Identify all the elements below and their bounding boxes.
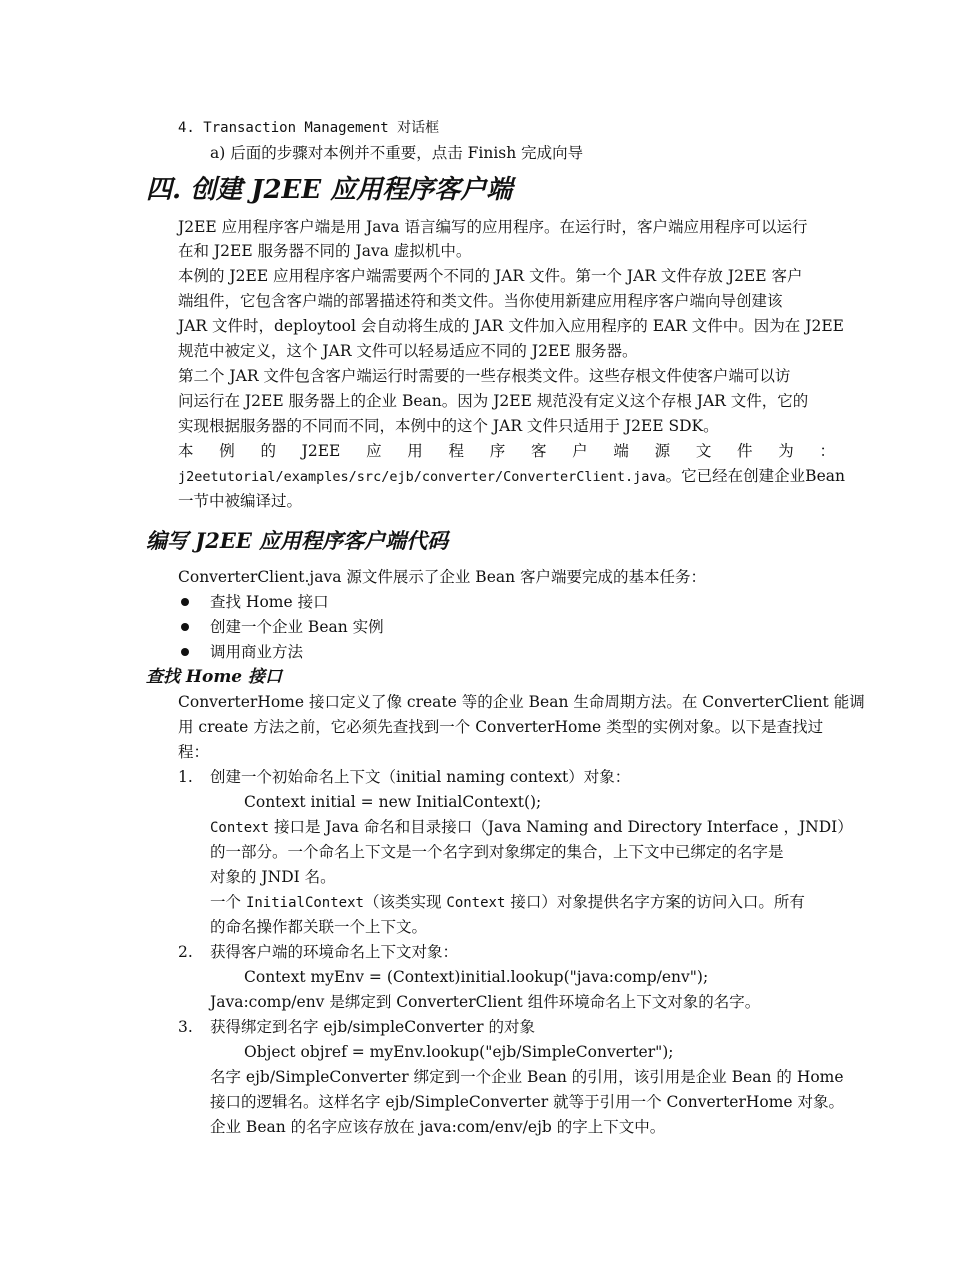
paragraph-line: 企业 Bean 的名字应该存放在 java:com/env/ejb 的字上下文中。 [210, 1118, 666, 1136]
inline-code: InitialContext [245, 895, 364, 911]
paragraph-line [210, 892, 805, 913]
word: 为 [778, 442, 794, 460]
paragraph-line: 第二个 JAR 文件包含客户端运行时需要的一些存根类文件。这些存根文件使客户端可以访 [178, 367, 791, 385]
bullet-item: 调用商业方法 [210, 643, 304, 661]
step-number: 1. [178, 768, 193, 786]
paragraph-line: Java:comp/env 是绑定到 ConverterClient 组件环境命名上下文对象的名字。 [210, 993, 761, 1011]
bullet-item: 查找 Home 接口 [210, 593, 329, 611]
paragraph-line: 名字 ejb/SimpleConverter 绑定到一个企业 Bean 的引用，该引用是企业 Bean 的 Home [210, 1068, 844, 1086]
inline-text: 一个 [210, 893, 246, 911]
sub-item-a: a) 后面的步骤对本例并不重要，点击 Finish 完成向导 [210, 144, 584, 162]
inline-text: （该类实现 [363, 893, 447, 911]
paragraph-line: 接口的逻辑名。这样名字 ejb/SimpleConverter 就等于引用一个 ConverterHome 对象。 [210, 1093, 845, 1111]
file-path: j2eetutorial/examples/src/ejb/converter/ConverterClient.java [178, 469, 666, 485]
bullet-item: 创建一个企业 Bean 实例 [210, 618, 384, 636]
code-line: Context initial = new InitialContext(); [244, 793, 542, 811]
word: 件 [737, 442, 753, 460]
word: 的 [260, 442, 276, 460]
step-number: 2. [178, 943, 193, 961]
paragraph-line: 的一部分。一个命名上下文是一个名字到对象绑定的集合，上下文中已绑定的名字是 [210, 843, 784, 861]
word: 序 [489, 442, 506, 460]
word: 文 [695, 442, 712, 460]
inline-text: 。它已经在创建企业Bean [665, 467, 845, 485]
word: 客 [530, 442, 547, 460]
paragraph-line: 程： [178, 743, 210, 761]
justified-line [178, 441, 835, 461]
inline-text: 接口）对象提供名字方案的访问入口。所有 [505, 893, 805, 911]
paragraph-line: 用 create 方法之前，它必须先查找到一个 ConverterHome 类型的实例对象。以下是查找过 [178, 718, 824, 736]
paragraph-line: 实现根据服务器的不同而不同，本例中的这个 JAR 文件只适用于 J2EE SDK。 [178, 417, 719, 435]
paragraph-line: ConverterHome 接口定义了像 create 等的企业 Bean 生命周期方法。在 ConverterClient 能调 [178, 693, 865, 711]
paragraph-line: 的命名操作都关联一个上下文。 [210, 918, 428, 936]
word: 户 [572, 442, 588, 460]
word: 例 [219, 442, 235, 460]
step-text: 创建一个初始命名上下文（initial naming context）对象： [210, 768, 631, 786]
word: 本 [178, 442, 194, 460]
paragraph-line: 一节中被编译过。 [178, 492, 303, 510]
paragraph-line: 问运行在 J2EE 服务器上的企业 Bean。因为 J2EE 规范没有定义这个存根 JAR 文件，它的 [178, 392, 809, 410]
section-heading-write: 编写 J2EE 应用程序客户端代码 [146, 528, 449, 553]
word: 源 [654, 442, 671, 460]
code-line: Object objref = myEnv.lookup("ejb/SimpleConverter"); [244, 1043, 674, 1061]
word: 应 [366, 442, 382, 460]
inline-code: Context [446, 895, 506, 911]
inline-code: Context [210, 820, 270, 836]
bullet-dot [181, 648, 189, 656]
paragraph-line: 在和 J2EE 服务器不同的 Java 虚拟机中。 [178, 242, 472, 260]
paragraph-line: 规范中被定义，这个 JAR 文件可以轻易适应不同的 J2EE 服务器。 [178, 342, 638, 360]
paragraph-line: JAR 文件时，deploytool 会自动将生成的 JAR 文件加入应用程序的 EAR 文件中。因为在 J2EE [178, 317, 844, 335]
code-line: Context myEnv = (Context)initial.lookup("java:comp/env"); [244, 968, 709, 986]
paragraph-line [178, 466, 845, 487]
word: J2EE [301, 442, 341, 460]
step-text: 获得客户端的环境命名上下文对象： [210, 943, 459, 961]
section-heading-4: 四. 创建 J2EE 应用程序客户端 [146, 175, 513, 205]
bullet-dot [181, 623, 189, 631]
inline-text: 接口是 Java 命名和目录接口（Java Naming and Directory Interface ，JNDI） [269, 818, 853, 836]
paragraph-line: 本例的 J2EE 应用程序客户端需要两个不同的 JAR 文件。第一个 JAR 文件存放 J2EE 客户 [178, 267, 803, 285]
word: ： [819, 442, 835, 460]
paragraph-line: J2EE 应用程序客户端是用 Java 语言编写的应用程序。在运行时，客户端应用程序可以运行 [178, 218, 808, 236]
list-item-4: 4. Transaction Management 对话框 [178, 120, 440, 136]
word: 程 [448, 442, 465, 460]
subsection-heading-find: 查找 Home 接口 [146, 667, 283, 687]
word: 端 [613, 442, 629, 460]
paragraph-line: ConverterClient.java 源文件展示了企业 Bean 客户端要完成的基本任务： [178, 568, 707, 586]
bullet-dot [181, 598, 189, 606]
step-text: 获得绑定到名字 ejb/simpleConverter 的对象 [210, 1018, 535, 1036]
step-number: 3. [178, 1018, 193, 1036]
paragraph-line [210, 817, 853, 838]
paragraph-line: 对象的 JNDI 名。 [210, 868, 336, 886]
paragraph-line: 端组件，它包含客户端的部署描述符和类文件。当你使用新建应用程序客户端向导创建该 [178, 292, 783, 310]
word: 用 [407, 442, 423, 460]
